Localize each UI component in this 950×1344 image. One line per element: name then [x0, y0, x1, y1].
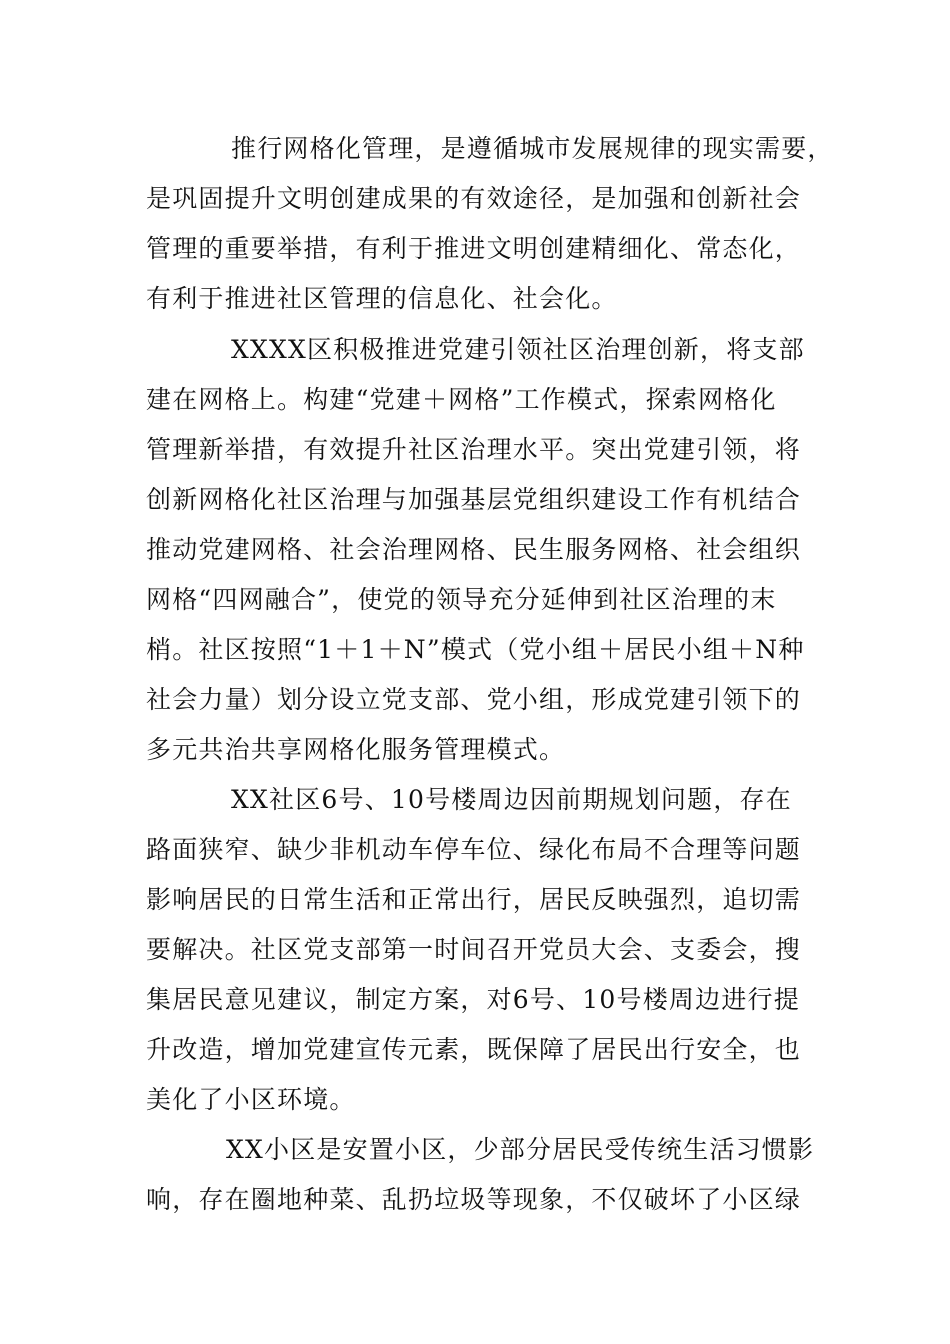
paragraph-line: 梢。社区按照“1＋1＋N”模式（党小组＋居民小组＋N种 [146, 635, 805, 664]
paragraph-line: XXXX区积极推进党建引领社区治理创新，将支部 [231, 335, 805, 364]
paragraph-line: 有利于推进社区管理的信息化、社会化。 [146, 284, 618, 313]
paragraph-line: 推动党建网格、社会治理网格、民生服务网格、社会组织 [146, 535, 802, 564]
paragraph-line: 建在网格上。构建“党建＋网格”工作模式，探索网格化 [146, 385, 777, 414]
paragraph-line: 管理新举措，有效提升社区治理水平。突出党建引领，将 [146, 435, 802, 464]
paragraph-line: 响，存在圈地种菜、乱扔垃圾等现象，不仅破坏了小区绿 [146, 1185, 802, 1214]
paragraph-line: 社会力量）划分设立党支部、党小组，形成党建引领下的 [146, 685, 802, 714]
paragraph-line: 要解决。社区党支部第一时间召开党员大会、支委会，搜 [146, 935, 802, 964]
paragraph-line: 创新网格化社区治理与加强基层党组织建设工作有机结合 [146, 485, 802, 514]
paragraph-line: XX社区6号、10号楼周边因前期规划问题，存在 [231, 785, 792, 814]
paragraph-line: 美化了小区环境。 [146, 1085, 356, 1114]
paragraph-line: 多元共治共享网格化服务管理模式。 [146, 735, 566, 764]
paragraph-line: XX小区是安置小区，少部分居民受传统生活习惯影 [226, 1135, 815, 1164]
paragraph-line: 网格“四网融合”，使党的领导充分延伸到社区治理的末 [146, 585, 777, 614]
paragraph-line: 升改造，增加党建宣传元素，既保障了居民出行安全，也 [146, 1035, 802, 1064]
paragraph-line: 是巩固提升文明创建成果的有效途径，是加强和创新社会 [146, 184, 802, 213]
paragraph-line: 集居民意见建议，制定方案，对6号、10号楼周边进行提 [146, 985, 800, 1014]
paragraph-line: 管理的重要举措，有利于推进文明创建精细化、常态化， [146, 234, 802, 263]
paragraph-line: 推行网格化管理，是遵循城市发展规律的现实需要， [231, 134, 834, 163]
paragraph-line: 影响居民的日常生活和正常出行，居民反映强烈，追切需 [146, 885, 802, 914]
paragraph-line: 路面狭窄、缺少非机动车停车位、绿化布局不合理等问题 [146, 835, 802, 864]
